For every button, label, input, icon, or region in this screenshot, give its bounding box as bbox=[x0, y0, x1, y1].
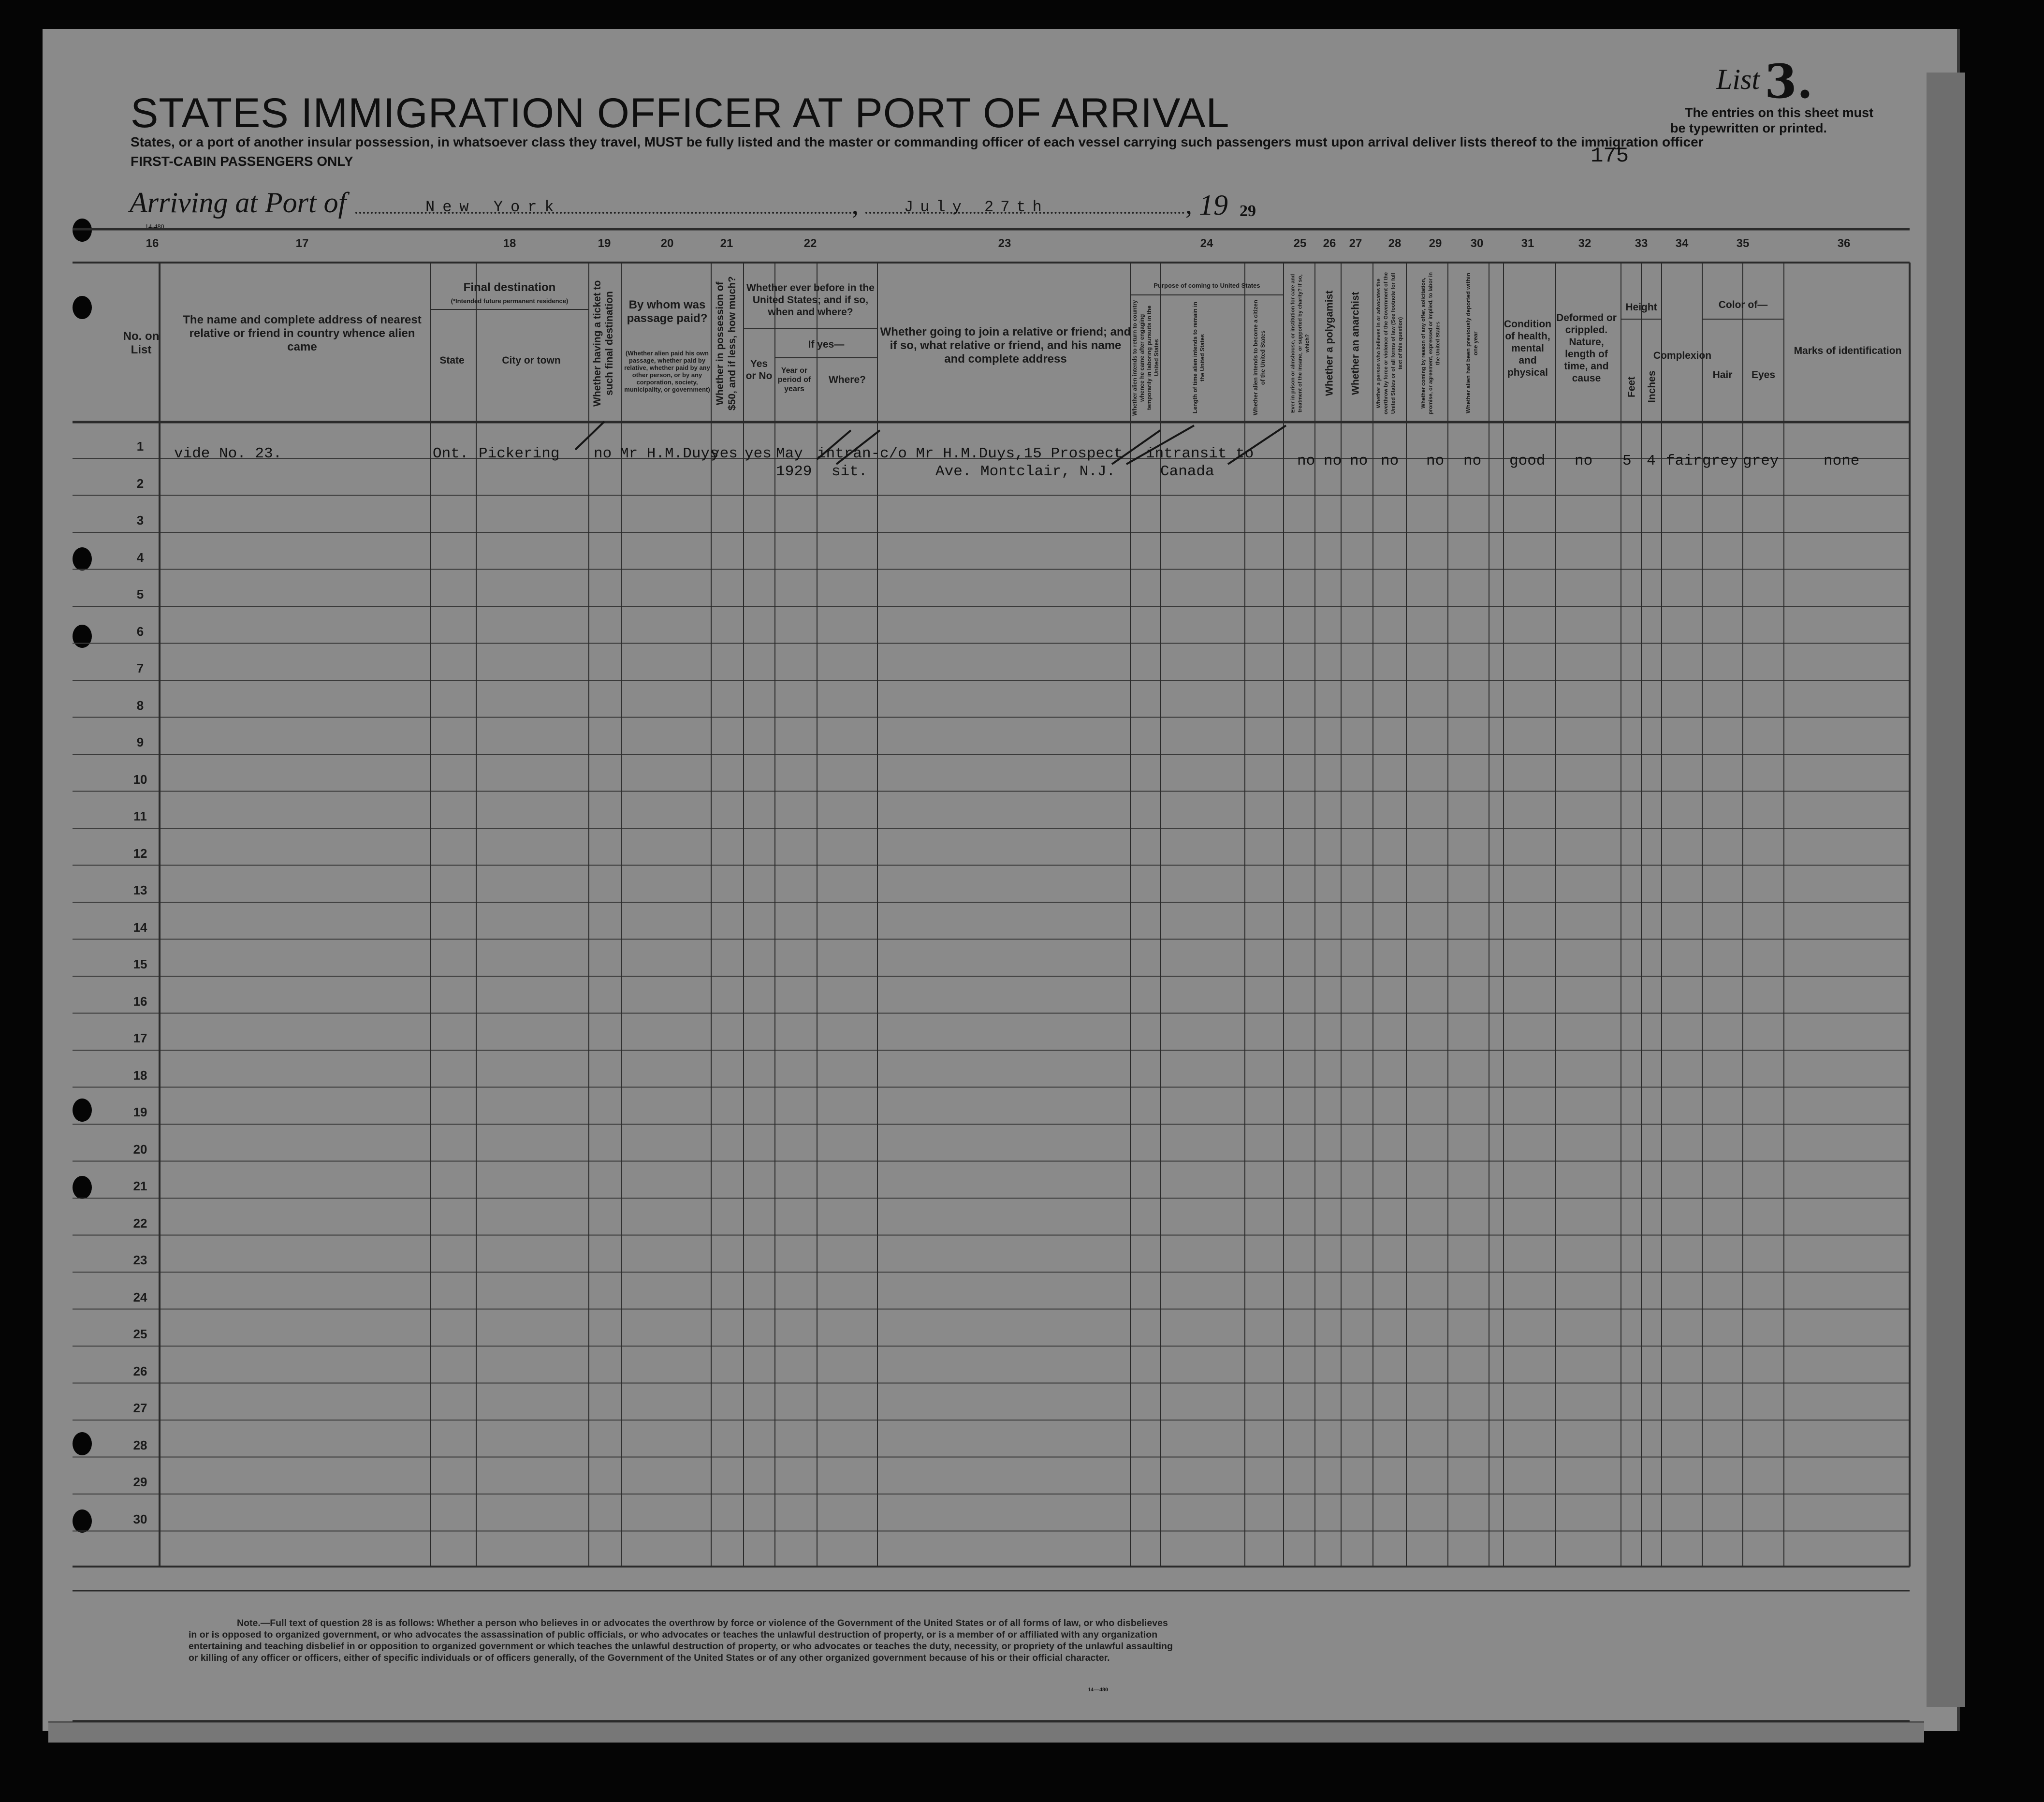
cell-complexion: fair bbox=[1666, 453, 1702, 469]
column-number: 33 bbox=[1635, 237, 1648, 250]
port-value: New York bbox=[425, 198, 562, 216]
header-c34: Complexion bbox=[1653, 350, 1712, 361]
cell-anarchist: no bbox=[1350, 453, 1368, 469]
row-number: 5 bbox=[136, 587, 144, 601]
typewritten-note: be typewritten or printed. bbox=[1670, 121, 1827, 135]
header-c30: Whether alien had been previously deported within one year bbox=[1465, 273, 1479, 414]
cell-nearest-relative: vide No. 23. bbox=[174, 445, 282, 462]
class-label: FIRST-CABIN PASSENGERS ONLY bbox=[131, 154, 353, 169]
header-c20-note: (Whether alien paid his own passage, whether paid by relative, whether paid by any other person, or by any corporation, society, municipality, or government) bbox=[624, 349, 710, 393]
cell-polygamist: no bbox=[1324, 453, 1342, 469]
cell-length-of-stay: Canada bbox=[1160, 463, 1214, 480]
typewritten-note: The entries on this sheet must bbox=[1685, 105, 1874, 120]
row-number: 1 bbox=[136, 439, 144, 454]
row-number: 21 bbox=[133, 1179, 147, 1193]
column-number: 35 bbox=[1736, 237, 1750, 250]
cell-year: May bbox=[776, 445, 803, 462]
header-c17: The name and complete address of nearest relative or friend in country whence alien came bbox=[183, 313, 422, 353]
cell-health: good bbox=[1509, 453, 1546, 469]
header-c35: Color of— bbox=[1718, 299, 1768, 310]
cell-inches: 4 bbox=[1647, 453, 1656, 469]
year-suffix: 29 bbox=[1240, 202, 1256, 220]
row-number: 19 bbox=[133, 1105, 147, 1119]
cell-fifty-dollars: yes bbox=[711, 445, 738, 462]
footnote-code: 14—480 bbox=[1088, 1686, 1108, 1693]
cell-length-of-stay: intransit to bbox=[1146, 445, 1254, 462]
cell-state: Ont. bbox=[433, 445, 469, 462]
cell-prison: no bbox=[1297, 453, 1315, 469]
column-number: 31 bbox=[1521, 237, 1534, 250]
cell-where: intran- bbox=[817, 445, 880, 462]
cell-q28: no bbox=[1381, 453, 1399, 469]
form-reference: 14-480 bbox=[145, 223, 164, 231]
header-c24-c: Whether alien intends to become a citizen of the United States bbox=[1252, 300, 1266, 416]
row-number: 26 bbox=[133, 1363, 147, 1378]
row-number: 13 bbox=[133, 883, 147, 897]
header-c18: Final destination bbox=[463, 281, 556, 294]
column-number: 20 bbox=[660, 237, 674, 250]
row-number: 11 bbox=[133, 809, 147, 823]
header-c36: Marks of identification bbox=[1794, 345, 1902, 356]
column-number: 21 bbox=[720, 237, 733, 250]
row-number: 2 bbox=[136, 476, 144, 491]
header-c33-feet: Feet bbox=[1626, 376, 1637, 397]
header-c31: Condition of health, mental and physical bbox=[1504, 318, 1551, 378]
header-no-on-list: No. on List bbox=[123, 330, 160, 356]
row-number: 10 bbox=[133, 772, 147, 787]
column-number: 19 bbox=[598, 237, 611, 250]
cell-feet: 5 bbox=[1622, 453, 1632, 469]
year-prefix: 19 bbox=[1199, 189, 1228, 221]
instructions-text: States, or a port of another insular possession, in whatsoever class they travel, MUST be fully listed and the master or commanding officer of each vessel carrying such passengers must upon arrival deliver lists thereof to the immigration officer bbox=[131, 134, 1704, 149]
header-c32: Deformed or crippled. Nature, length of time, and cause bbox=[1556, 312, 1617, 384]
comma: , bbox=[852, 190, 859, 220]
column-number: 24 bbox=[1200, 237, 1213, 250]
row-number: 16 bbox=[133, 994, 147, 1009]
cell-paid-by: Mr H.M.Duys bbox=[620, 445, 719, 462]
column-number: 17 bbox=[295, 237, 309, 250]
header-c22-year: Year or period of years bbox=[777, 366, 811, 393]
row-number: 15 bbox=[133, 957, 147, 971]
header-c22-ifyes: If yes— bbox=[808, 339, 845, 350]
row-number: 18 bbox=[133, 1068, 147, 1083]
header-c22: Whether ever before in the United States; and if so, when and where? bbox=[746, 282, 875, 318]
arriving-label: Arriving at Port of bbox=[130, 187, 347, 219]
header-c35-eyes: Eyes bbox=[1751, 369, 1776, 381]
cell-q30: no bbox=[1463, 453, 1482, 469]
row-number: 6 bbox=[136, 624, 144, 639]
header-c27: Whether an anarchist bbox=[1350, 292, 1361, 395]
column-number: 22 bbox=[803, 237, 817, 250]
column-number: 28 bbox=[1388, 237, 1402, 250]
row-number: 3 bbox=[136, 513, 144, 527]
row-number: 29 bbox=[133, 1475, 147, 1489]
row-number: 23 bbox=[133, 1253, 147, 1267]
header-c35-hair: Hair bbox=[1712, 369, 1733, 381]
cell-ticket: no bbox=[594, 445, 612, 462]
header-c33-inches: Inches bbox=[1646, 370, 1658, 403]
row-number: 14 bbox=[133, 920, 147, 935]
header-c20: By whom was passage paid? bbox=[627, 298, 708, 325]
row-number: 28 bbox=[133, 1437, 147, 1452]
comma: , bbox=[1185, 190, 1192, 220]
cell-eyes: grey bbox=[1743, 453, 1779, 469]
header-c24: Purpose of coming to United States bbox=[1153, 281, 1260, 289]
cell-deformed: no bbox=[1575, 453, 1593, 469]
cell-q29: no bbox=[1426, 453, 1445, 469]
header-c21: Whether in possession of $50, and if less, how much? bbox=[715, 276, 738, 410]
cell-year: 1929 bbox=[776, 463, 812, 480]
column-number: 30 bbox=[1470, 237, 1484, 250]
cell-before-in-us: yes bbox=[745, 445, 772, 462]
row-number: 20 bbox=[133, 1142, 147, 1157]
column-number: 16 bbox=[146, 237, 159, 250]
cell-hair: grey bbox=[1702, 453, 1738, 469]
column-number: 18 bbox=[503, 237, 516, 250]
cell-joining: c/o Mr H.M.Duys,15 Prospect bbox=[880, 445, 1123, 462]
column-number: 25 bbox=[1293, 237, 1307, 250]
row-number: 12 bbox=[133, 846, 147, 861]
header-c19: Whether having a ticket to such final destination bbox=[592, 280, 615, 407]
column-number: 36 bbox=[1837, 237, 1851, 250]
row-number: 9 bbox=[136, 735, 144, 749]
header-c18-note: (*Intended future permanent residence) bbox=[451, 297, 569, 305]
header-c22-where: Where? bbox=[828, 374, 866, 385]
header-c28: Whether a person who believes in or advocates the overthrow by force or violence of the Government of the United States or of all forms of law (See footnote for full text of this question) bbox=[1376, 272, 1403, 414]
header-c24-b: Length of time alien intends to remain in the United States bbox=[1192, 302, 1206, 414]
column-number: 32 bbox=[1578, 237, 1591, 250]
date-value: July 27th bbox=[904, 198, 1049, 216]
page-title: STATES IMMIGRATION OFFICER AT PORT OF ARRIVAL bbox=[131, 90, 1230, 136]
row-number: 7 bbox=[136, 661, 144, 675]
header-c33: Height bbox=[1625, 301, 1657, 313]
header-c25: Ever in prison or almshouse, or institution for care and treatment of the insane, or supported by charity? If so, which? bbox=[1290, 274, 1311, 413]
cell-marks: none bbox=[1824, 453, 1860, 469]
footnote: Note.—Full text of question 28 is as follows: Whether a person who believes in or advocates the overthrow by force or violence of the Government of the United States or of all forms of law, or who disbelieves in or is opposed to organized government, or who advocates the assassination of public officials, or who advocates or teaches the unlawful destruction of property, or is a member of or affiliated with any organization entertaining and teaching disbelief in or opposition to organized government or which teaches the unlawful destruction of property, or who advocates or teaches the duty, necessity, or propriety of the unlawful assaulting or killing of any officer or officers, either of specific individuals or of officers generally, of the Government of the United States or of any other organized government because of his or their official character. bbox=[189, 1618, 1173, 1663]
row-number: 24 bbox=[133, 1289, 147, 1304]
row-number: 17 bbox=[133, 1031, 147, 1045]
header-c22-yesno: Yes or No bbox=[745, 358, 773, 381]
column-number: 34 bbox=[1675, 237, 1689, 250]
header-c29: Whether coming by reason of any offer, solicitation, promise, or agreement, expressed or implied, to labor in the United States bbox=[1420, 272, 1441, 415]
list-label: List bbox=[1716, 63, 1760, 95]
column-number: 29 bbox=[1429, 237, 1442, 250]
row-number: 22 bbox=[133, 1216, 147, 1231]
page-number: 175 bbox=[1591, 144, 1629, 168]
cell-city: Pickering bbox=[479, 445, 560, 462]
row-number: 27 bbox=[133, 1401, 147, 1415]
header-c18-state: State bbox=[439, 354, 465, 366]
header-c18-city: City or town bbox=[502, 354, 561, 366]
header-c24-a: Whether alien intends to return to country whence he came after engaging temporarily in laboring pursuits in the United States bbox=[1131, 300, 1160, 416]
row-number: 25 bbox=[133, 1327, 147, 1341]
cell-joining: Ave. Montclair, N.J. bbox=[935, 463, 1116, 480]
column-number: 27 bbox=[1349, 237, 1362, 250]
header-c23: Whether going to join a relative or friend; and if so, what relative or friend, and his name and complete address bbox=[880, 325, 1131, 366]
list-number: 3. bbox=[1765, 54, 1813, 109]
row-number: 8 bbox=[136, 698, 144, 713]
header-c26: Whether a polygamist bbox=[1324, 290, 1335, 396]
cell-where: sit. bbox=[832, 463, 868, 480]
row-number: 30 bbox=[133, 1511, 147, 1526]
column-number: 26 bbox=[1323, 237, 1336, 250]
column-number: 23 bbox=[998, 237, 1011, 250]
row-number: 4 bbox=[136, 550, 144, 565]
